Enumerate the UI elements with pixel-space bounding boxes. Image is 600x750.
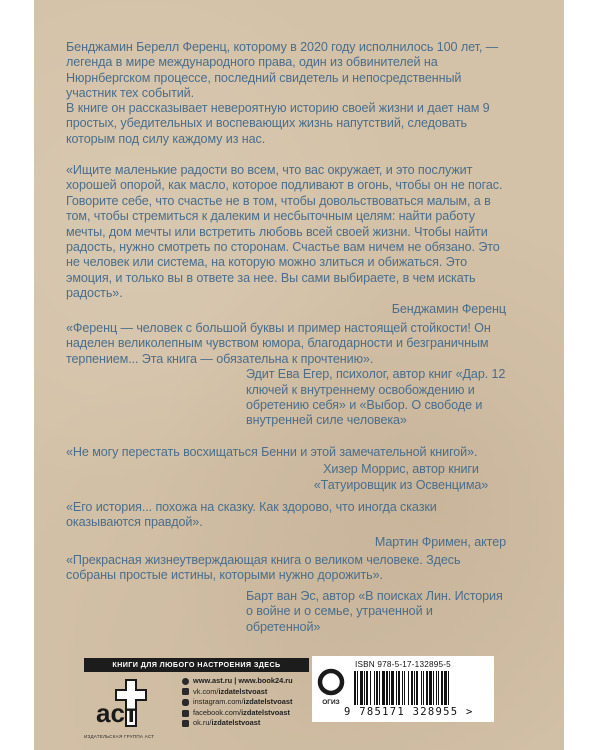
barcode [352, 671, 488, 707]
ok-icon [182, 720, 189, 727]
isbn-text: ISBN 978-5-17-132895-5 [355, 660, 451, 669]
barcode-bar [382, 671, 385, 705]
link-handle: izdatelstvoast [218, 686, 268, 696]
barcode-bar [414, 671, 415, 705]
quote-freeman [66, 500, 506, 550]
intro-paragraph-2 [66, 101, 506, 147]
barcode-bar [357, 671, 358, 705]
intro-text-2: В книге он рассказывает невероятную историю своей жизни и дает нам 9 простых, убедительных и воспевающих жизнь напутствий, следовать которым под силу каждому из нас. [66, 101, 490, 146]
link-prefix: vk.com/ [193, 686, 219, 696]
ogiz-logo [317, 666, 345, 714]
instagram-link[interactable] [182, 697, 317, 708]
barcode-bar [411, 671, 413, 705]
promo-banner: КНИГИ ДЛЯ ЛЮБОГО НАСТРОЕНИЯ ЗДЕСЬ [84, 658, 309, 672]
publisher-links [182, 676, 317, 729]
barcode-bar [366, 671, 368, 705]
quote-text: «Не могу перестать восхищаться Бенни и этой замечательной книгой». [66, 445, 478, 459]
link-handle: izdatelstvoast [211, 718, 261, 728]
barcode-bar [402, 671, 403, 705]
barcode-bar [354, 671, 356, 705]
barcode-number: 9 785171 328955 > [344, 706, 474, 718]
barcode-bar [396, 671, 397, 705]
quote-van-es [66, 553, 506, 635]
barcode-bar [448, 671, 449, 705]
barcode-bar [360, 671, 363, 705]
facebook-link[interactable] [182, 708, 317, 719]
barcode-bar [429, 671, 432, 705]
barcode-bar [426, 671, 428, 705]
barcode-bar [444, 671, 447, 705]
barcode-bar [398, 671, 400, 705]
barcode-bar [374, 671, 375, 705]
vk-link[interactable] [182, 687, 317, 698]
quote-author: Хизер Моррис, автор книги «Татуировщик из Освенцима» [313, 462, 489, 492]
quote-eger [66, 321, 506, 429]
barcode-bar [376, 671, 378, 705]
quote-text: «Ференц — человек с большой буквы и пример настоящей стойкости! Он наделен великолепным чувством юмора, благодарности и безграничным терпением... Эта книга — обязательна к прочтению». [66, 321, 491, 366]
barcode-bar [433, 671, 434, 705]
barcode-bar [379, 671, 380, 705]
quote-morris [66, 445, 506, 493]
barcode-bar [438, 671, 439, 705]
logo-text: аст [96, 698, 138, 728]
ok-link[interactable] [182, 718, 317, 729]
barcode-bar [436, 671, 437, 705]
quote-author: Мартин Фримен, актер [374, 534, 506, 549]
globe-icon [182, 678, 189, 685]
barcode-bar [386, 671, 388, 705]
barcode-bar [364, 671, 365, 705]
link-handle: izdatelstvoast [243, 697, 293, 707]
facebook-icon [182, 710, 189, 717]
barcode-bar [391, 671, 394, 705]
ogiz-label: ОГИЗ [322, 699, 340, 706]
intro-paragraph-1 [66, 40, 506, 102]
link-text: www.ast.ru | www.book24.ru [193, 676, 293, 685]
vk-icon [182, 688, 189, 695]
quote-text: «Его история... похожа на сказку. Как здорово, что иногда сказки оказываются правдой». [66, 500, 437, 530]
ast-logo [92, 674, 162, 734]
barcode-bar [416, 671, 418, 705]
quote-ferenc [66, 163, 506, 317]
barcode-bar [389, 671, 390, 705]
barcode-bar [421, 671, 422, 705]
link-prefix: facebook.com/ [193, 707, 242, 717]
publisher-label: ИЗДАТЕЛЬСКАЯ ГРУППА АСТ [84, 734, 155, 739]
barcode-bar [441, 671, 443, 705]
website-link[interactable] [182, 676, 317, 687]
quote-author: Бенджамин Ференц [391, 301, 506, 316]
quote-author: Эдит Ева Егер, психолог, автор книг «Дар. 12 ключей к внутреннему освобождению и обретению себя» и «Выбор. О свободе и внутренней силе человека» [246, 367, 506, 428]
link-prefix: instagram.com/ [193, 697, 244, 707]
quote-text: «Ищите маленькие радости во всем, что вас окружает, и это послужит хорошей опорой, как масло, которое подливают в огонь, чтобы он не погас. Говорите себе, что счастье не в том, чтобы довольствоваться малым, а в том, чтобы стремиться к далеким и несбыточным целям: найти работу мечты, дом мечты или встретить любовь всей своей жизни. Чтобы найти радость, нужно смотреть по сторонам. Счастье вам ничем не обязано. Это не человек или система, на которую можно злиться и обижаться. Это эмоция, и только вы в ответе за нее. Вы сами выбираете, в чем искать радость». [66, 163, 503, 301]
barcode-bar [370, 671, 371, 705]
barcode-bar [404, 671, 405, 705]
quote-text: «Прекрасная жизнеутверждающая книга о великом человеке. Здесь собраны простые истины, которыми нужно дорожить». [66, 553, 461, 583]
quote-author: Барт ван Эс, автор «В поисках Лин. История о войне и о семье, утраченной и обретенной» [246, 588, 503, 634]
link-prefix: ok.ru/ [193, 718, 212, 728]
link-handle: izdatelstvoast [241, 707, 290, 717]
intro-text: Бенджамин Берелл Ференц, которому в 2020 году исполнилось 100 лет, — легенда в мире международного права, один из обвинителей на Нюрнбергском процессе, последний свидетель и непосредственный участник тех событий. [66, 40, 499, 101]
instagram-icon [182, 699, 189, 706]
barcode-bar [423, 671, 424, 705]
barcode-bar [408, 671, 409, 705]
